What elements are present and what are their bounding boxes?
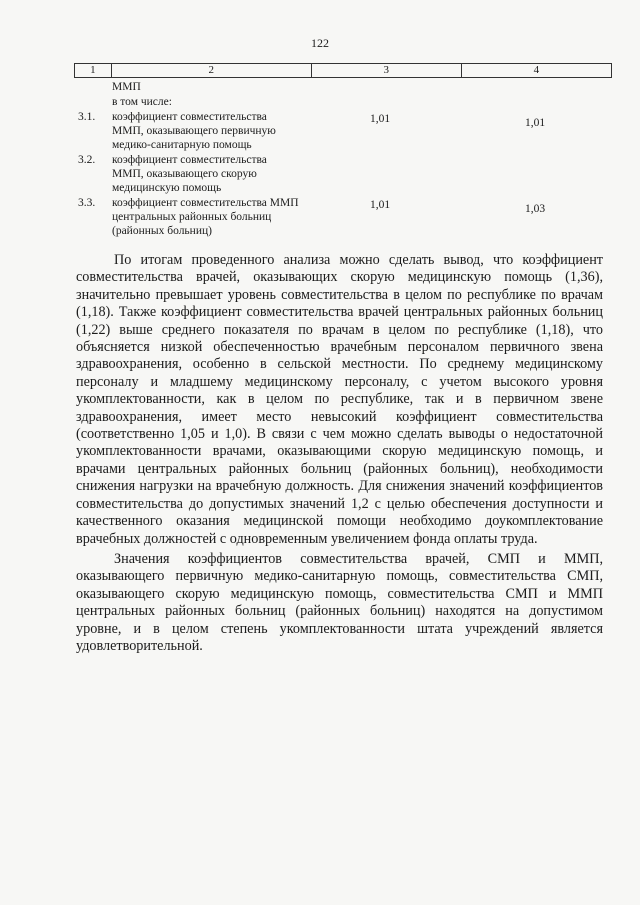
row-value-3: 1,01 <box>369 199 391 211</box>
header-cell: 3 <box>311 64 461 77</box>
row-number: 3.3. <box>78 197 96 209</box>
row-value-3 <box>300 80 460 94</box>
row-text: коэффициент совместительства ММП центральных районных больниц (районных больниц) <box>112 197 299 237</box>
row-text: в том числе: <box>112 96 172 108</box>
row-number <box>74 80 110 94</box>
table-header <box>74 63 612 78</box>
row-value-3 <box>300 95 460 109</box>
table-row <box>74 95 612 109</box>
header-cell: 4 <box>461 64 612 77</box>
row-text: коэффициент совместительства ММП, оказывающего первичную медико-санитарную помощь <box>112 111 276 151</box>
body-text <box>76 252 603 655</box>
row-value-3 <box>300 153 460 195</box>
row-value-3: 1,01 <box>369 113 391 125</box>
table-row <box>74 80 612 94</box>
header-cell: 2 <box>111 64 311 77</box>
row-text: ММП <box>112 81 141 93</box>
row-value-4 <box>460 153 610 195</box>
row-number: 3.1. <box>78 111 96 123</box>
table-row <box>74 196 612 238</box>
row-value-4 <box>460 80 610 94</box>
row-number <box>74 95 110 109</box>
paragraph: По итогам проведенного анализа можно сделать вывод, что коэффициент совместительства врачей, оказывающих скорую медицинскую помощь (1,36), значительно превышает уровень совместительства в целом по республике по врачам (1,18). Также коэффициент совместительства врачей центральных районных больниц (1,22) выше среднего показателя по врачам в целом по республике (1,18), что объясняется низкой обеспеченностью врачебным персоналом первичного звена здравоохранения, особенно в сельской местности. По среднему медицинскому персоналу и младшему медицинскому персоналу, с учетом высокого уровня укомплектованности, как в целом по республике, так и в первичном звене здравоохранения, имеет место невысокий коэффициент совместительства (соответственно 1,05 и 1,0). В связи с чем можно сделать выводы о недостаточной укомплектованности врачами, оказывающими скорую медицинскую помощь, и врачами центральных районных больниц (районных больниц), необходимости снижения нагрузки на врачебную должность. Для снижения значений коэффициентов совместительства до допустимых значений 1,2 с целью обеспечения доступности и качественного оказания медицинской помощи необходимо доукомплектование врачебных должностей с одновременным увеличением фонда оплаты труда. <box>76 252 603 547</box>
table-row <box>74 153 612 195</box>
row-value-4: 1,01 <box>524 117 546 129</box>
row-value-4: 1,03 <box>524 203 546 215</box>
row-text: коэффициент совместительства ММП, оказывающего скорую медицинскую помощь <box>112 154 267 194</box>
page-number: 122 <box>311 36 329 50</box>
row-value-4 <box>460 95 610 109</box>
table-row <box>74 110 612 152</box>
row-number: 3.2. <box>78 154 96 166</box>
paragraph: Значения коэффициентов совместительства врачей, СМП и ММП, оказывающего первичную медико-санитарную помощь, совместительства СМП, оказывающего скорую медицинскую помощь, совместительства СМП и ММП центральных районных больниц (районных больниц) находятся на допустимом уровне, и в целом степень укомплектованности штата учреждений является удовлетворительной. <box>76 550 603 654</box>
data-table <box>74 63 612 238</box>
header-cell: 1 <box>74 64 111 77</box>
